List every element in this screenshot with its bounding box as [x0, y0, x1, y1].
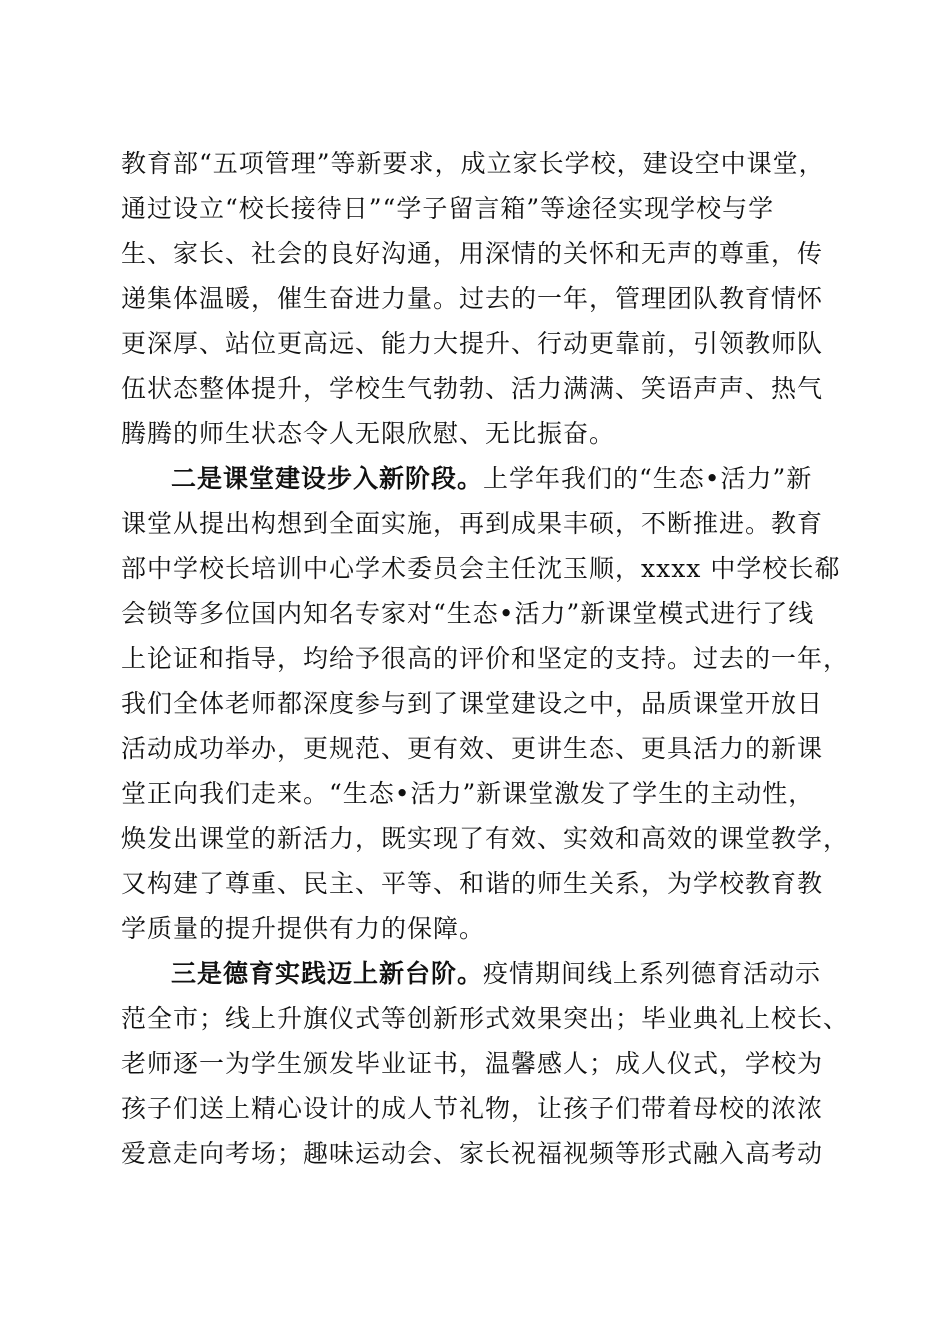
paragraph-1-line-1: 教育部“五项管理”等新要求，成立家长学校，建设空中课堂， [121, 149, 825, 178]
paragraph-2-line-8: 堂正向我们走来。“生态•活力”新课堂激发了学生的主动性， [121, 779, 815, 808]
paragraph-1-line-3: 生、家长、社会的良好沟通，用深情的关怀和无声的尊重，传 [121, 239, 824, 268]
paragraph-1-line-7: 腾腾的师生状态令人无限欣慰、无比振奋。 [121, 419, 616, 448]
paragraph-3-line-4: 孩子们送上精心设计的成人节礼物，让孩子们带着母校的浓浓 [121, 1094, 824, 1123]
paragraph-1-line-2: 通过设立“校长接待日”“学子留言箱”等途径实现学校与学 [121, 194, 775, 223]
paragraph-2-line-7: 活动成功举办，更规范、更有效、更讲生态、更具活力的新课 [121, 734, 824, 763]
paragraph-1-line-4: 递集体温暖，催生奋进力量。过去的一年，管理团队教育情怀 [121, 284, 824, 313]
paragraph-2-line-11: 学质量的提升提供有力的保障。 [121, 914, 486, 943]
paragraph-3-first-line [121, 956, 821, 992]
paragraph-3-first-line-text: 疫情期间线上系列德育活动示 [483, 959, 822, 988]
paragraph-2-line-9: 焕发出课堂的新活力，既实现了有效、实效和高效的课堂教学， [121, 824, 850, 853]
paragraph-2-first-line-text: 上学年我们的“生态•活力”新 [483, 464, 813, 493]
paragraph-3-line-2: 范全市；线上升旗仪式等创新形式效果突出；毕业典礼上校长、 [121, 1004, 850, 1033]
paragraph-3-line-5: 爱意走向考场；趣味运动会、家长祝福视频等形式融入高考动 [121, 1139, 824, 1168]
paragraph-2-first-line [121, 461, 812, 497]
paragraph-2-line-2: 课堂从提出构想到全面实施，再到成果丰硕，不断推进。教育 [121, 509, 824, 538]
paragraph-3-line-3: 老师逐一为学生颁发毕业证书，温馨感人；成人仪式，学校为 [121, 1049, 824, 1078]
paragraph-3-heading: 三是德育实践迈上新台阶。 [171, 959, 484, 988]
paragraph-2-line-4: 会锁等多位国内知名专家对“生态•活力”新课堂模式进行了线 [121, 599, 815, 628]
paragraph-2-line-10: 又构建了尊重、民主、平等、和谐的师生关系，为学校教育教 [121, 869, 824, 898]
paragraph-1-line-6: 伍状态整体提升，学校生气勃勃、活力满满、笑语声声、热气 [121, 374, 824, 403]
paragraph-1-line-5: 更深厚、站位更高远、能力大提升、行动更靠前，引领教师队 [121, 329, 824, 358]
paragraph-2-heading: 二是课堂建设步入新阶段。 [171, 464, 484, 493]
paragraph-2-line-5: 上论证和指导，均给予很高的评价和坚定的支持。过去的一年， [121, 644, 850, 673]
paragraph-2-line-6: 我们全体老师都深度参与到了课堂建设之中，品质课堂开放日 [121, 689, 824, 718]
paragraph-2-line-3: 部中学校长培训中心学术委员会主任沈玉顺，xxxx 中学校长郗 [121, 554, 841, 583]
